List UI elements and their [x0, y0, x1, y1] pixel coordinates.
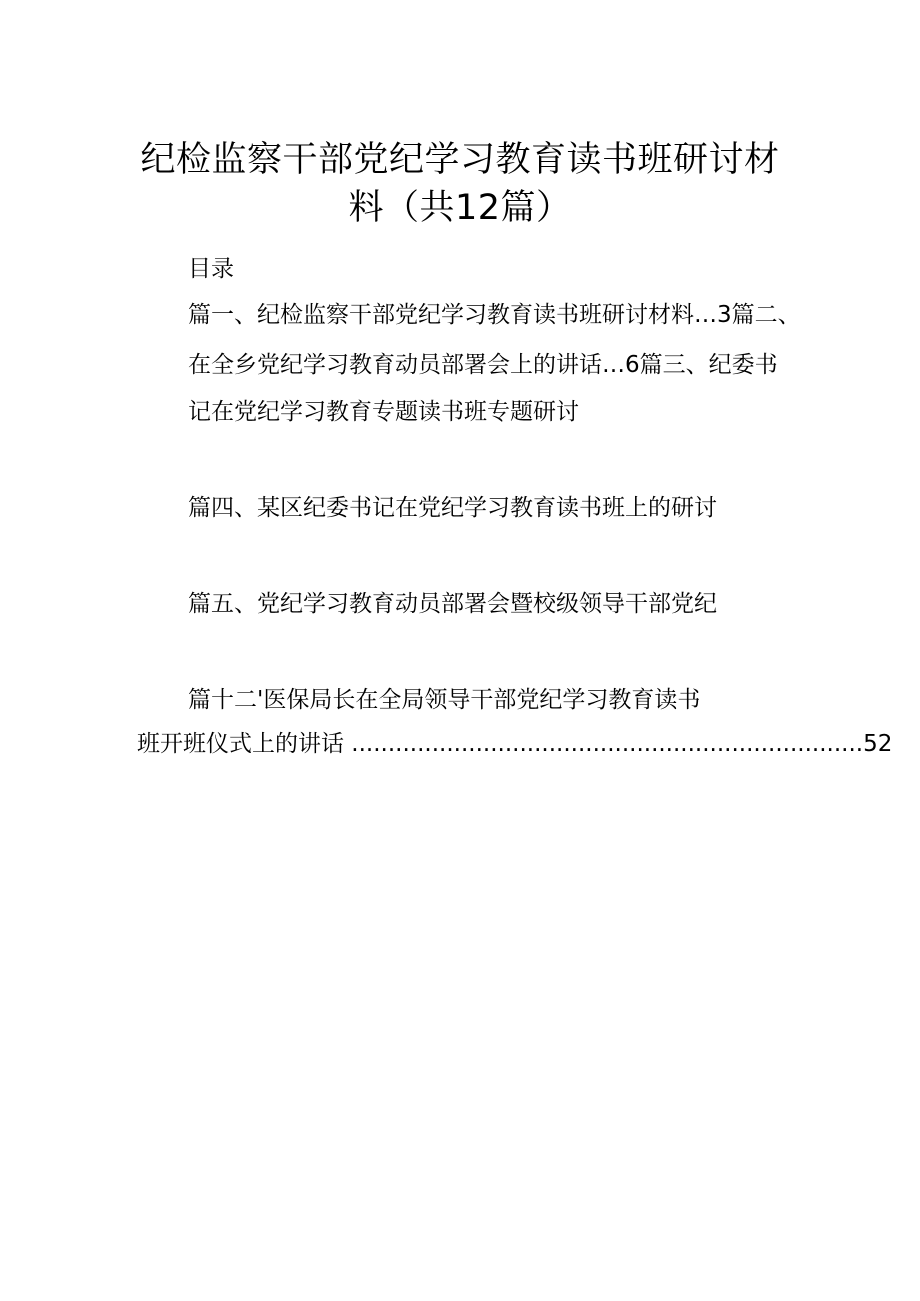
- document-title-line-1: 纪检监察干部党纪学习教育读书班研讨材: [140, 140, 780, 180]
- document-title-line-2: 料（共12篇）: [348, 188, 572, 228]
- toc-line: 篇四、某区纪委书记在党纪学习教育读书班上的研讨: [188, 495, 717, 521]
- toc-line: 记在党纪学习教育专题读书班专题研讨: [188, 399, 579, 425]
- toc-line: 篇十二'医保局长在全局领导干部党纪学习教育读书: [188, 687, 701, 713]
- toc-line: 在全乡党纪学习教育动员部署会上的讲话…6篇三、纪委书: [188, 352, 778, 378]
- toc-heading: 目录: [188, 256, 234, 282]
- toc-line: 篇一、纪检监察干部党纪学习教育读书班研讨材料…3篇二、: [188, 302, 801, 328]
- toc-line: 班开班仪式上的讲话 ......................................................................52: [137, 731, 893, 757]
- toc-line: 篇五、党纪学习教育动员部署会暨校级领导干部党纪: [188, 591, 717, 617]
